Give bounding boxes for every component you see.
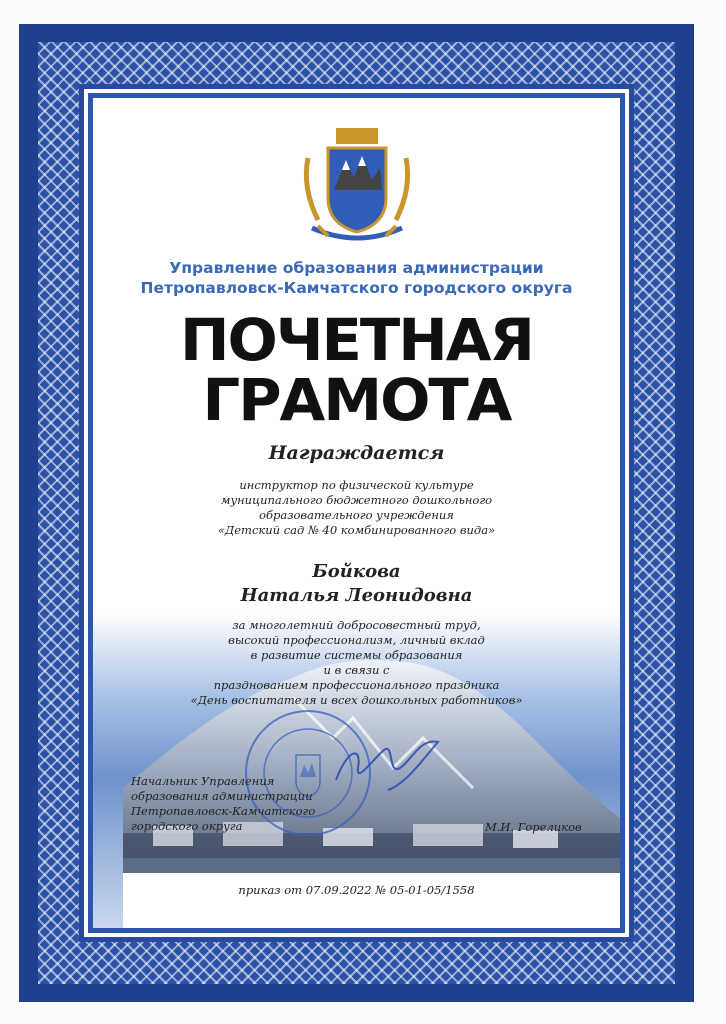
awarded-label: Награждается bbox=[268, 442, 445, 464]
signatory-title-line: Начальник Управления bbox=[131, 774, 275, 788]
title-line-1: ПОЧЕТНАЯ bbox=[180, 306, 533, 374]
recipient-surname: Бойкова bbox=[312, 561, 401, 582]
recipient-position bbox=[93, 478, 620, 538]
position-line: образовательного учреждения bbox=[259, 508, 454, 522]
reason-line: празднованием профессионального праздника bbox=[213, 678, 500, 692]
position-line: муниципального бюджетного дошкольного bbox=[220, 493, 493, 507]
position-line: инструктор по физической культуре bbox=[239, 478, 474, 492]
recipient-given-names: Наталья Леонидовна bbox=[240, 585, 473, 606]
reason-line: «День воспитателя и всех дошкольных работников» bbox=[190, 693, 523, 707]
signatory-title-line: городского округа bbox=[131, 819, 243, 833]
signatory-title-line: Петропавловск-Камчатского bbox=[131, 804, 316, 818]
award-reason bbox=[93, 618, 620, 708]
reason-line: за многолетний добросовестный труд, bbox=[232, 618, 481, 632]
signatory-title-line: образования администрации bbox=[131, 789, 313, 803]
reason-line: и в связи с bbox=[323, 663, 390, 677]
recipient-name bbox=[93, 560, 620, 608]
signatory-name: М.И. Гореликов bbox=[485, 820, 582, 834]
title-line-2: ГРАМОТА bbox=[202, 366, 511, 434]
organization-line-1: Управление образования администрации bbox=[169, 259, 544, 277]
reason-line: высокий профессионализм, личный вклад bbox=[228, 633, 485, 647]
position-line: «Детский сад № 40 комбинированного вида» bbox=[217, 523, 496, 537]
certificate-content bbox=[93, 98, 620, 928]
handwritten-signature bbox=[328, 728, 448, 798]
order-reference: приказ от 07.09.2022 № 05-01-05/1558 bbox=[238, 883, 475, 897]
certificate-title bbox=[93, 306, 620, 434]
issuing-organization bbox=[93, 258, 620, 298]
signatory-title bbox=[131, 774, 315, 834]
coat-of-arms-emblem bbox=[298, 128, 416, 248]
organization-line-2: Петропавловск-Камчатского городского округа bbox=[140, 279, 573, 297]
reason-line: в развитие системы образования bbox=[250, 648, 463, 662]
